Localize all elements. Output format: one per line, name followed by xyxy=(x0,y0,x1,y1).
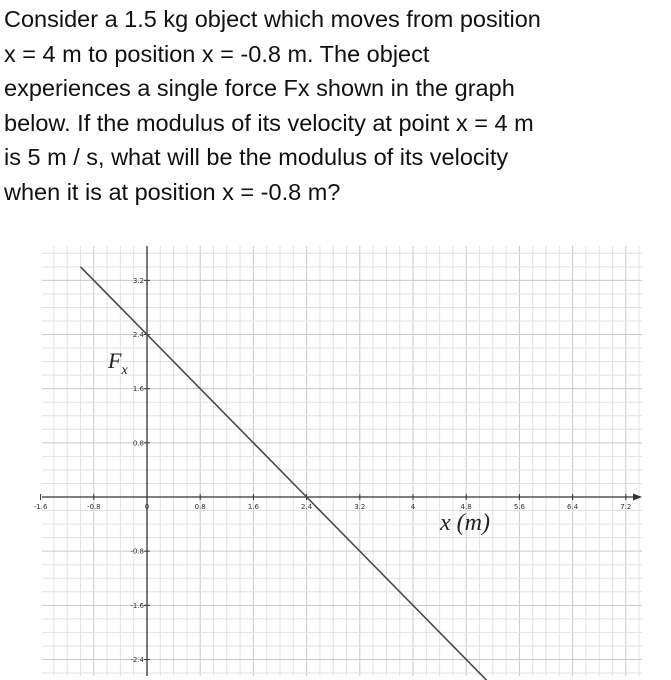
x-axis-arrow-icon xyxy=(633,494,642,501)
x-tick-label: 4 xyxy=(410,503,416,511)
x-tick-label: 6.4 xyxy=(567,503,579,511)
question-line: is 5 m / s, what will be the modulus of its velocity xyxy=(4,144,509,171)
y-tick-label: 3.2 xyxy=(132,276,144,285)
question-text xyxy=(4,2,669,210)
x-tick-label: 1.6 xyxy=(247,503,259,511)
y-tick-label: -2.4 xyxy=(130,655,144,664)
x-tick-label: -1.6 xyxy=(33,503,48,511)
y-tick-label: 0.8 xyxy=(132,439,144,448)
y-tick-label: -0.8 xyxy=(130,547,144,556)
question-line: experiences a single force Fx shown in the graph xyxy=(4,75,515,102)
x-tick-label: 3.2 xyxy=(354,503,366,511)
question-line: x = 4 m to position x = -0.8 m. The object xyxy=(4,40,430,67)
x-tick-label: 5.6 xyxy=(513,503,525,511)
question-line: below. If the modulus of its velocity at point x = 4 m xyxy=(4,109,534,136)
force-graph xyxy=(0,242,671,680)
x-tick-label: 2.4 xyxy=(301,503,313,511)
y-tick-label: 1.6 xyxy=(132,385,144,394)
y-axis-label: $F_x$ xyxy=(108,348,128,378)
x-axis-label: x (m) xyxy=(440,510,490,536)
y-tick-label: 2.4 xyxy=(132,331,144,340)
x-tick-label: 7.2 xyxy=(620,503,632,511)
x-tick-label: 4.8 xyxy=(460,503,472,511)
question-line: Consider a 1.5 kg object which moves from position xyxy=(4,6,541,32)
y-tick-label: -1.6 xyxy=(130,601,144,610)
x-tick-label: 0.8 xyxy=(194,503,206,511)
question-line: when it is at position x = -0.8 m? xyxy=(4,178,341,205)
x-tick-label: 0 xyxy=(144,503,150,511)
x-tick-label: -0.8 xyxy=(86,503,101,511)
axes xyxy=(42,246,642,676)
grid xyxy=(42,246,642,676)
